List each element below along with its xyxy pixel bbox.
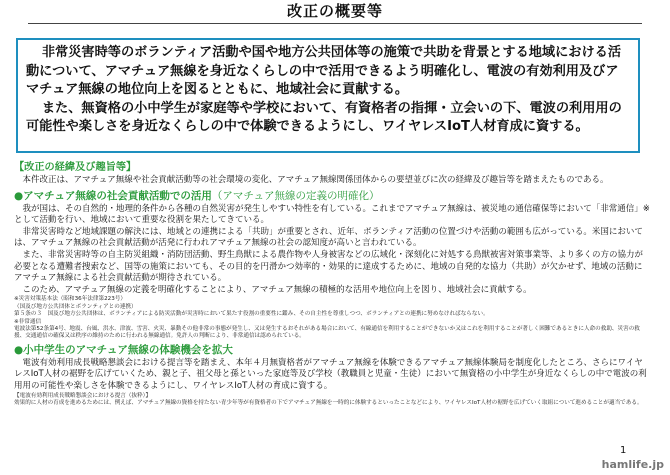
main-body bbox=[14, 160, 650, 407]
summary-paragraph-2: また、無資格の小中学生が家庭等や学校において、有資格者の指揮・立会いの下、電波の利用用の可能性や楽しさを身近なくらしの中で体験できるようにし、ワイヤレスIoT人材育成に資する。 bbox=[26, 100, 622, 135]
title-underline bbox=[28, 23, 642, 24]
section1-heading bbox=[14, 188, 650, 204]
section2-paragraph: 電波有効利用成長戦略懇談会における提言等を踏まえ、本年４月無資格者がアマチュア無線を体験できるアマチュア無線体験局を制度化したところ、さらにワイヤレスIoT人材の裾野を広げていくため、親と子、祖父母と孫といった家庭等及び学校（教職員と児童・生徒）において無資格の小中学生が身近なくらしの中で電波の利用用の可能性や楽しさを体験できるようにし、ワイヤレスIoT人材の育成に資する。 bbox=[14, 357, 647, 391]
summary-paragraph-1: 非常災害時等のボランティア活動や国や地方公共団体等の施策で共助を背景とする地域における活動について、アマチュア無線を身近なくらしの中で活用できるよう明確化し、電波の有効利用及びアマチュア無線の地位向上を図るとともに、地域社会に貢献する。 bbox=[26, 45, 622, 98]
section1-note-1: ※災害対策基本法（昭和36年法律第223号） bbox=[14, 296, 126, 303]
section2-heading: ●小中学生のアマチュア無線の体験機会を拡大 bbox=[14, 343, 233, 356]
page-title: 改正の概要等 bbox=[286, 2, 383, 20]
section1-paragraph-1: 我が国は、その自然的・地理的条件から各種の自然災害が発生しやすい特性を有している。これまでアマチュア無線は、被災地の通信確保等において「非常通信」※として活動を行い、地域において重要な役割を果たしてきている。 bbox=[14, 203, 650, 226]
hamlife-logo: hamlife.jp bbox=[601, 458, 664, 471]
page-number: 1 bbox=[620, 445, 627, 456]
section1-note-2: （国及び地方公共団体とボランティアとの連携） bbox=[14, 303, 137, 310]
section1-note-5: 電波法第52条第4号、地震、台風、洪水、津波、雪害、火災、暴動その他非常の事態が発生し、又は発生するおそれがある場合において、有線通信を利用することができないか又はこれを利用することが著しく困難であるときに人命の救助、災害の救援、交通通信の確保又は秩序の維持のために行われる無線通信。免許人の判断により、非常通信は認められている。 bbox=[14, 325, 640, 340]
section1-note-4: ※非常通信 bbox=[14, 318, 42, 325]
section1-paragraph-2: 非常災害時など地域課題の解決には、地域との連携による「共助」が重要とされ、近年、ボランティア活動の位置づけや活動の範囲も広がっている。米国においては、アマチュア無線の社会貢献活動が活発に行われアマチュア無線の社会の認知度が高いと言われている。 bbox=[14, 226, 643, 249]
section2-note-1: 【電波有効利用成長戦略懇談会における提言（抜粋）】 bbox=[14, 392, 152, 399]
section2-note-2: 効果的に人材の育成を進めるためには、例えば、アマチュア無線の資格を持たない青少年等が有資格者の下でアマチュア無線を一時的に体験するといったことなどにより、ワイヤレスIoT人材の裾野を広げていく取組について進めることが適当である。 bbox=[14, 399, 643, 406]
section1-heading-sub: （アマチュア無線の定義の明確化） bbox=[211, 189, 380, 202]
summary-box bbox=[16, 38, 640, 153]
section1-paragraph-4: このため、アマチュア無線の定義を明確化することにより、アマチュア無線の積極的な活用や地位向上を図り、地域社会に貢献する。 bbox=[22, 284, 532, 295]
background-text: 本件改正は、アマチュア無線や社会貢献活動等の社会環境の変化、アマチュア無線関係団体からの要望並びに次の経緯及び趣旨等を踏まえたものである。 bbox=[22, 175, 609, 185]
section1-paragraph-3: また、非常災害時等の自主防災組織・消防団活動、野生鳥獣による農作物や人身被害などの広域化・深刻化に対処する鳥獣被害対策事業等、より多くの方の協力が必要となる遭難者捜索など、国等の施策においても、その目的を円滑かつ効率的・効果的に達成するために、地域の自発的な協力（共助）が欠かせず、地域の活動にアマチュア無線による社会貢献活動が期待されている。 bbox=[14, 249, 644, 284]
section1-note-3: 第５条の３ 国及び地方公共団体は、ボランティアによる防災活動が災害時において果たす役割の重要性に鑑み、その自主性を尊重しつつ、ボランティアとの連携に努めなければならない。 bbox=[14, 311, 489, 318]
background-label: 【改正の経緯及び趣旨等】 bbox=[14, 162, 137, 173]
section1-heading-main: ●アマチュア無線の社会貢献活動での活用 bbox=[14, 189, 212, 202]
